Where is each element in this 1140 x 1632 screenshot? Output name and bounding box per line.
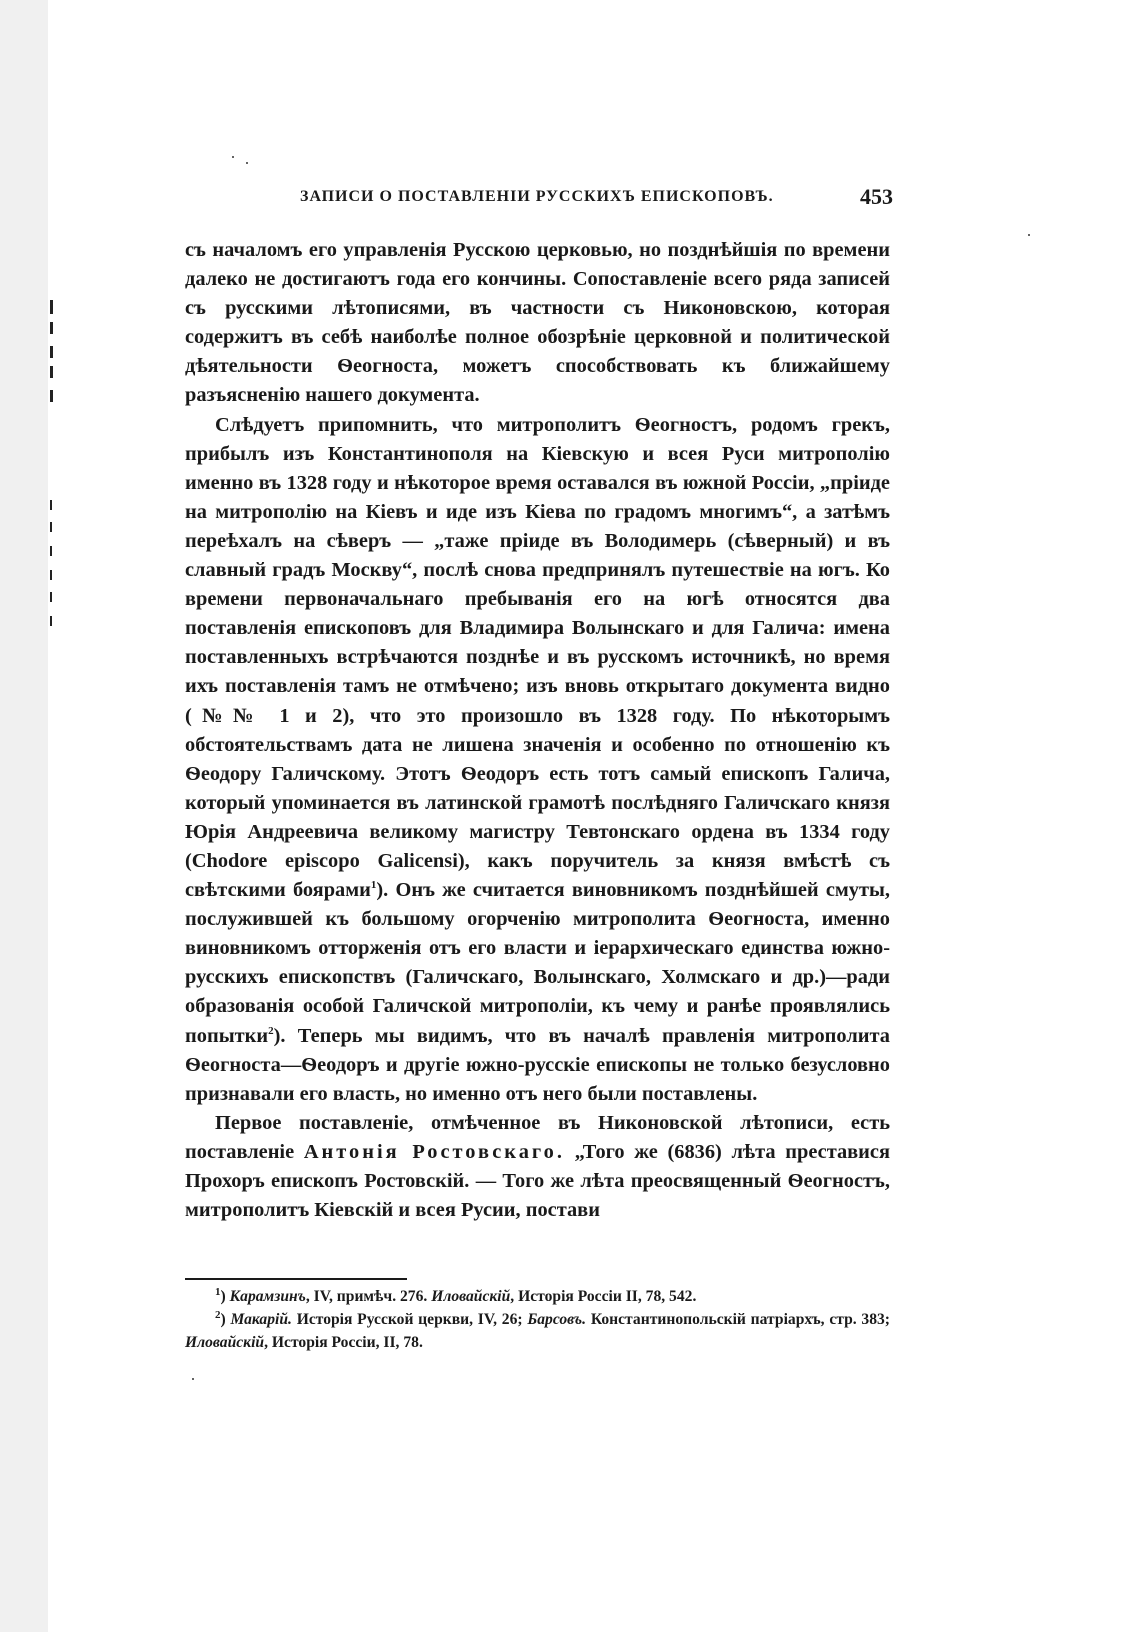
paragraph: съ началомъ его управленія Русскою церковью, но позднѣйшія по времени далеко не достигаютъ года его кончины. Сопоставленіе всего ряда записей съ русскими лѣтописями, въ частности съ Никоновскою, которая содержитъ въ себѣ наиболѣе полное обозрѣніе церковной и политической дѣятельности Ѳеогноста, можетъ способствовать къ ближайшему разъясненію нашего документа. — [185, 239, 890, 407]
paragraph: Первое поставленіе, отмѣченное въ Никоновской лѣтописи, есть поставленіе Антонія Ростовскаго. „Того же (6836) лѣта преставися Прохоръ епископъ Ростовскій. — Того же лѣта преосвященный Ѳеогностъ, митрополитъ Кіевскій и всея Русии, постави — [185, 1111, 890, 1222]
margin-mark — [50, 500, 52, 510]
running-title: ЗАПИСИ О ПОСТАВЛЕНІИ РУССКИХЪ ЕПИСКОПОВЪ. — [300, 188, 774, 205]
page-number: 453 — [860, 184, 893, 209]
author: Иловайскій — [185, 1334, 265, 1351]
author: Иловайскій — [431, 1288, 511, 1305]
footnote: $^2$) Макарій. Исторія Русской церкви, IV, 26; Барсовъ. Константинопольскій патріархъ, стр. 383; Иловайскій, Исторія Россіи, II, 78. — [185, 1308, 890, 1351]
footnote-ref[interactable]: 2 — [268, 1024, 274, 1037]
person-name: Антонія Ростовскаго. — [303, 1140, 565, 1163]
scan-speck — [246, 162, 248, 164]
margin-mark — [50, 346, 53, 358]
margin-mark — [50, 322, 53, 334]
margin-mark — [50, 522, 52, 532]
scan-margin-shadow — [0, 0, 48, 1632]
scan-speck — [192, 1378, 194, 1380]
author: Барсовъ. — [527, 1311, 587, 1328]
main-text — [185, 236, 890, 1225]
margin-mark — [50, 366, 53, 378]
footnote: $^1$) Карамзинъ, IV, примѣч. 276. Иловайскій, Исторія Россіи II, 78, 542. — [215, 1285, 697, 1305]
footnote-divider — [185, 1278, 407, 1280]
margin-mark — [50, 592, 52, 602]
author: Макарій. — [230, 1311, 292, 1328]
scan-speck — [1028, 234, 1030, 236]
margin-mark — [50, 300, 53, 314]
margin-mark — [50, 546, 52, 556]
footnotes — [185, 1285, 890, 1354]
author: Карамзинъ — [229, 1288, 306, 1305]
scan-speck — [232, 156, 234, 158]
paragraph: Слѣдуетъ припомнить, что митрополитъ Ѳеогностъ, родомъ грекъ, прибылъ изъ Константинополя на Кіевскую и всея Руси митрополію именно въ 1328 году и нѣкоторое время оставался въ южной Россіи, „пріиде на митрополію на Кіевъ и иде изъ Кіева по градомъ многимъ“, а затѣмъ переѣхалъ на сѣверъ — „таже пріиде въ Володимерь (сѣверный) и въ славный градъ Москву“, послѣ снова предпринялъ путешествіе на югъ. Ко времени первоначальнаго пребыванія его на югѣ относятся два поставленія епископовъ для Владимира Волынскаго и для Галича: имена поставленныхъ встрѣчаются позднѣе и въ русскомъ источникѣ, но время ихъ поставленія тамъ не отмѣчено; изъ вновь открытаго документа видно (№№ 1 и 2), что это произошло въ 1328 году. По нѣкоторымъ обстоятельствамъ дата не лишена значенія и особенно по отношенію къ Ѳеодору Галичскому. Этотъ Ѳеодоръ есть тотъ самый епископъ Галича, который упоминается въ латинской грамотѣ послѣдняго Галичскаго князя Юрія Андреевича великому магистру Тевтонскаго ордена въ 1334 году (Chodore episcopo Galicensi), какъ поручитель за князя вмѣстѣ съ свѣтскими боярами$^1$). Онъ же считается виновникомъ позднѣйшей смуты, послужившей къ большому огорченію митрополита Ѳеогноста, именно виновникомъ отторженія отъ его власти и іерархическаго единства южно-русскихъ епископствъ (Галичскаго, Волынскаго, Холмскаго и др.)—ради образованія особой Галичской митрополіи, къ чему и ранѣе проявлялись попытки$^2$). Теперь мы видимъ, что въ началѣ правленія митрополита Ѳеогноста—Ѳеодоръ и другіе южно-русскіе епископы не только безусловно признавали его власть, но именно отъ него были поставлены. — [185, 413, 890, 1105]
margin-mark — [50, 616, 52, 626]
margin-mark — [50, 390, 53, 402]
footnote-ref[interactable]: 1 — [370, 879, 377, 892]
margin-mark — [50, 570, 52, 580]
